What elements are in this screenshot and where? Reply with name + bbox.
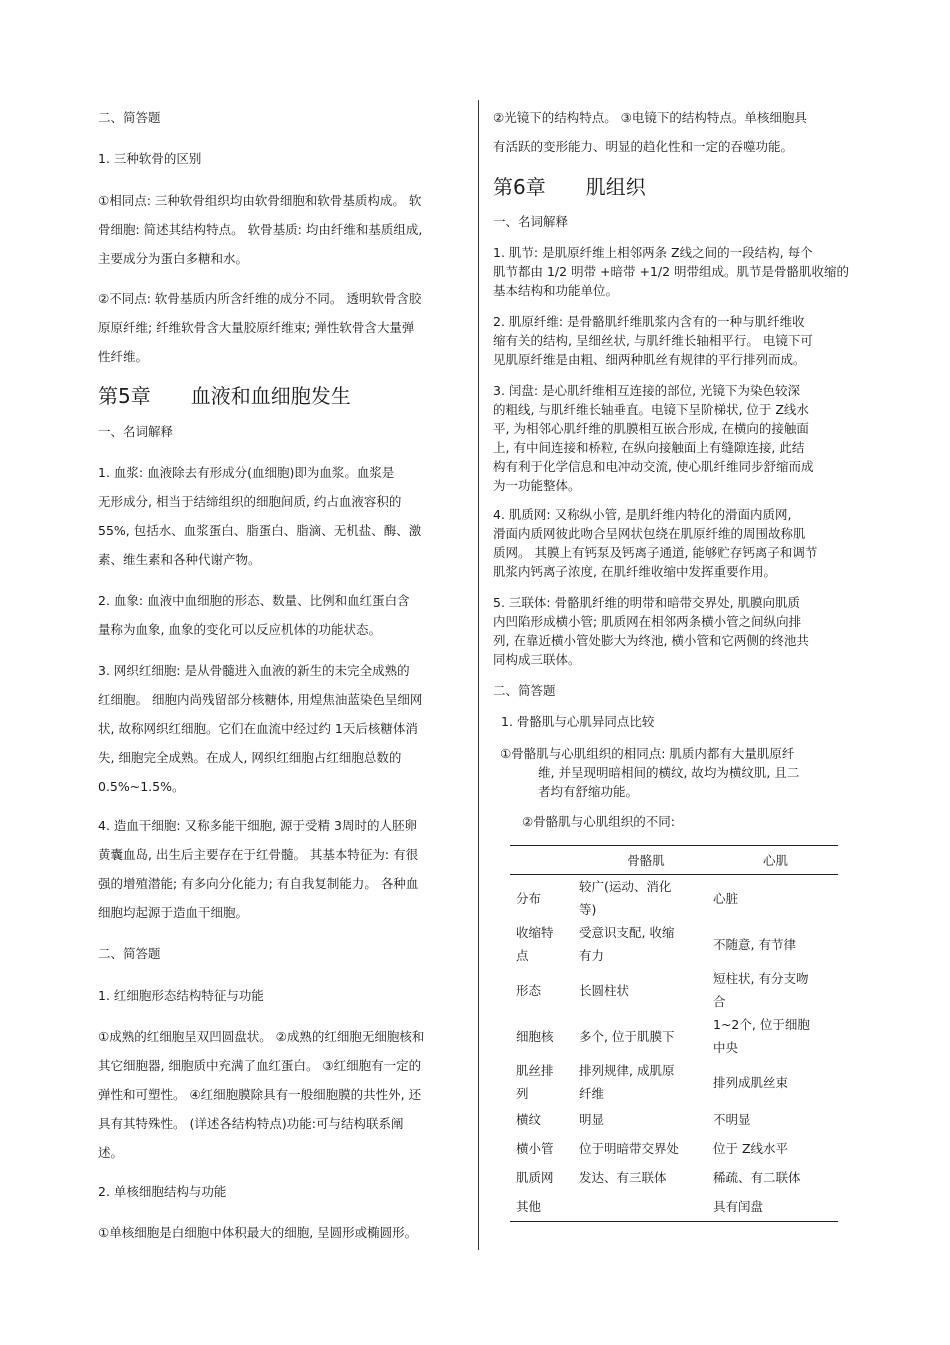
table-cell: 1~2个, 位于细胞 中央 xyxy=(713,1017,810,1055)
column-divider xyxy=(478,100,479,1250)
paragraph xyxy=(98,284,421,371)
text-line: ①骨骼肌与心肌组织的相同点: 肌质内都有大量肌原纤 xyxy=(500,746,795,761)
table-header-row xyxy=(510,846,838,875)
text-line: ②不同点: 软骨基质内所含纤维的成分不同。 透明软骨含胶 xyxy=(98,291,422,306)
text-line: ①单核细胞是白细胞中体积最大的细胞, 呈圆形或椭圆形。 xyxy=(98,1225,418,1240)
text-line: 状, 故称网织红细胞。它们在血流中经过约 1天后核糖体消 xyxy=(98,721,418,736)
text-line: 上, 有中间连接和桥粒, 在纵向接触面上有缝隙连接, 此结 xyxy=(493,440,805,455)
text-line: 4. 造血干细胞: 又称多能干细胞, 源于受精 3周时的人胚卵 xyxy=(98,818,417,833)
term-paragraph xyxy=(98,586,410,644)
text-line: 同构成三联体。 xyxy=(493,652,581,667)
table-cell: 不随意, 有节律 xyxy=(713,936,796,952)
table-cell: 分布 xyxy=(516,890,542,906)
table-cell: 多个, 位于肌膜下 xyxy=(579,1028,675,1044)
column-header xyxy=(510,846,579,875)
table-row xyxy=(510,1134,838,1163)
table-cell: 肌丝排 列 xyxy=(516,1063,554,1101)
text-line: 55%, 包括水、血浆蛋白、脂蛋白、脂滴、无机盐、酶、激 xyxy=(98,523,422,538)
table-cell: 其他 xyxy=(510,1192,579,1222)
question-title: 2. 单核细胞结构与功能 xyxy=(98,1184,227,1199)
section-heading: 二、简答题 xyxy=(98,110,161,125)
table-row xyxy=(510,1192,838,1222)
text-line: 主要成分为蛋白多糖和水。 xyxy=(98,251,249,266)
table-cell: 排列成肌丝束 xyxy=(713,1074,789,1090)
chapter-heading xyxy=(493,175,646,199)
table-cell: 具有闰盘 xyxy=(713,1192,838,1222)
chapter-heading xyxy=(98,384,351,408)
text-line: 维, 并呈现明暗相间的横纹, 故均为横纹肌, 且二 xyxy=(538,765,800,780)
text-line: 1. 血浆: 血液除去有形成分(血细胞)即为血浆。血浆是 xyxy=(98,465,395,480)
section-heading: 一、名词解释 xyxy=(98,424,174,439)
table-row xyxy=(510,875,838,922)
text-line: 2. 血象: 血液中血细胞的形态、数量、比例和血红蛋白含 xyxy=(98,593,410,608)
chapter-number: 第5章 xyxy=(98,384,151,408)
table-cell: 肌质网 xyxy=(516,1170,554,1185)
question-title: 1. 骨骼肌与心肌异同点比较 xyxy=(501,714,655,729)
section-heading: 一、名词解释 xyxy=(493,214,569,229)
text-line: 构有利于化学信息和电冲动交流, 使心肌纤维同步舒缩而成 xyxy=(493,459,814,474)
table-cell: 稀疏、有二联体 xyxy=(713,1170,801,1185)
table-cell: 位于 Z线水平 xyxy=(713,1141,789,1156)
chapter-number: 第6章 xyxy=(493,175,546,199)
text-line: 其它细胞器, 细胞质中充满了血红蛋白。 ③红细胞有一定的 xyxy=(98,1058,422,1073)
term-paragraph xyxy=(493,381,813,495)
paragraph xyxy=(98,186,422,273)
table-cell: 长圆柱状 xyxy=(579,982,630,998)
text-line: ②骨骼肌与心肌组织的不同: xyxy=(522,814,675,829)
text-line: 4. 肌质网: 又称纵小管, 是肌纤维内特化的滑面内质网, xyxy=(493,507,792,522)
table-cell: 发达、有三联体 xyxy=(579,1170,667,1185)
term-paragraph xyxy=(98,811,418,927)
table-cell: 位于明暗带交界处 xyxy=(579,1141,680,1156)
table-row xyxy=(510,1013,838,1059)
text-line: 有活跃的变形能力、明显的趋化性和一定的吞噬功能。 xyxy=(493,139,794,154)
text-line: 的粗线, 与肌纤维长轴垂直。电镜下呈阶梯状, 位于 Z线水 xyxy=(493,402,809,417)
table-cell: 较广(运动、消化 等) xyxy=(579,879,672,917)
text-line: 述。 xyxy=(98,1145,124,1160)
chapter-title: 肌组织 xyxy=(585,175,646,199)
term-paragraph xyxy=(493,312,813,369)
text-line: 原原纤维; 纤维软骨含大量胶原纤维束; 弹性软骨含大量弹 xyxy=(98,320,415,335)
table-cell: 明显 xyxy=(579,1112,605,1127)
table-cell: 不明显 xyxy=(713,1112,751,1127)
table-cell: 排列规律, 成肌原 纤维 xyxy=(579,1063,675,1101)
text-line: 2. 肌原纤维: 是骨骼肌纤维肌浆内含有的一种与肌纤维收 xyxy=(493,314,805,329)
text-line: 平, 为相邻心肌纤维的肌膜相互嵌合形成, 在横向的接触面 xyxy=(493,421,809,436)
text-line: 红细胞。 细胞内尚残留部分核糖体, 用煌焦油蓝染色呈细网 xyxy=(98,692,423,707)
table-row xyxy=(510,1059,838,1105)
text-line: 者均有舒缩功能。 xyxy=(538,784,639,799)
table-row xyxy=(510,1105,838,1134)
text-line: 素、维生素和各种代谢产物。 xyxy=(98,552,261,567)
text-line: 肌浆内钙离子浓度, 在肌纤维收缩中发挥重要作用。 xyxy=(493,564,776,579)
text-line: 肌节都由 1/2 明带 +暗带 +1/2 明带组成。肌节是骨骼肌收缩的 xyxy=(493,264,850,279)
term-paragraph xyxy=(493,505,817,581)
text-line: 缩有关的结构, 呈细丝状, 与肌纤维长轴相平行。 电镜下可 xyxy=(493,333,813,348)
term-paragraph xyxy=(98,656,422,801)
text-line: 细胞均起源于造血干细胞。 xyxy=(98,905,249,920)
table-cell xyxy=(579,1192,713,1222)
text-line: 5. 三联体: 骨骼肌纤维的明带和暗带交界处, 肌膜向肌质 xyxy=(493,595,801,610)
column-header: 心肌 xyxy=(713,846,838,875)
column-header: 骨骼肌 xyxy=(579,846,713,875)
table-cell: 细胞核 xyxy=(516,1028,554,1044)
text-line: 1. 肌节: 是肌原纤维上相邻两条 Z线之间的一段结构, 每个 xyxy=(493,245,813,260)
text-line: 见肌原纤维是由粗、细两种肌丝有规律的平行排列而成。 xyxy=(493,352,806,367)
text-line: 3. 闰盘: 是心肌纤维相互连接的部位, 光镜下为染色较深 xyxy=(493,383,801,398)
table-cell: 横纹 xyxy=(516,1112,542,1127)
paragraph xyxy=(98,1022,424,1167)
text-line: 0.5%~1.5%。 xyxy=(98,779,185,794)
text-line: 失, 细胞完全成熟。在成人, 网织红细胞占红细胞总数的 xyxy=(98,750,402,765)
text-line: 质网。 其膜上有钙泵及钙离子通道, 能够贮存钙离子和调节 xyxy=(493,545,818,560)
text-line: 强的增殖潜能; 有多向分化能力; 有自我复制能力。 各种血 xyxy=(98,876,419,891)
term-paragraph xyxy=(493,593,809,669)
text-line: 黄囊血岛, 出生后主要存在于红骨髓。 其基本特征为: 有很 xyxy=(98,847,419,862)
paragraph xyxy=(493,103,807,161)
text-line: 骨细胞: 简述其结构特点。 软骨基质: 均由纤维和基质组成, xyxy=(98,222,423,237)
text-line: 内凹陷形成横小管; 肌质网在相邻两条横小管之间纵向排 xyxy=(493,614,802,629)
text-line: ②光镜下的结构特点。 ③电镜下的结构特点。单核细胞具 xyxy=(493,110,807,125)
paragraph xyxy=(500,744,799,801)
section-heading: 二、简答题 xyxy=(98,946,161,961)
question-title: 1. 三种软骨的区别 xyxy=(98,151,202,166)
text-line: 性纤维。 xyxy=(98,349,149,364)
text-line: 具有其特殊性。 (详述各结构特点)功能:可与结构联系阐 xyxy=(98,1116,404,1131)
table-cell: 横小管 xyxy=(516,1141,554,1156)
table-cell: 受意识支配, 收缩 有力 xyxy=(579,925,675,963)
table-row xyxy=(510,921,838,967)
term-paragraph xyxy=(98,458,421,574)
text-line: 列, 在靠近横小管处膨大为终池, 横小管和它两侧的终池共 xyxy=(493,633,809,648)
table-row xyxy=(510,1163,838,1192)
text-line: 弹性和可塑性。 ④红细胞膜除具有一般细胞膜的共性外, 还 xyxy=(98,1087,422,1102)
text-line: 为一功能整体。 xyxy=(493,478,581,493)
text-line: ①相同点: 三种软骨组织均由软骨细胞和软骨基质构成。 软 xyxy=(98,193,422,208)
table-row xyxy=(510,967,838,1013)
term-paragraph xyxy=(493,243,849,300)
text-line: 3. 网织红细胞: 是从骨髓进入血液的新生的未完全成熟的 xyxy=(98,663,410,678)
text-line: 滑面内质网彼此吻合呈网状包绕在肌原纤维的周围故称肌 xyxy=(493,526,806,541)
table-cell: 短柱状, 有分支吻 合 xyxy=(713,971,809,1009)
text-line: 基本结构和功能单位。 xyxy=(493,283,619,298)
text-line: 无形成分, 相当于结缔组织的细胞间质, 约占血液容积的 xyxy=(98,494,402,509)
question-title: 1. 红细胞形态结构特征与功能 xyxy=(98,988,264,1003)
text-line: ①成熟的红细胞呈双凹圆盘状。 ②成熟的红细胞无细胞核和 xyxy=(98,1029,425,1044)
section-heading: 二、简答题 xyxy=(493,683,556,698)
chapter-title: 血液和血细胞发生 xyxy=(190,384,351,408)
comparison-table xyxy=(510,845,838,1222)
table-cell: 收缩特 点 xyxy=(516,925,554,963)
table-cell: 形态 xyxy=(516,982,542,998)
table-cell: 心脏 xyxy=(713,890,739,906)
text-line: 量称为血象, 血象的变化可以反应机体的功能状态。 xyxy=(98,622,381,637)
